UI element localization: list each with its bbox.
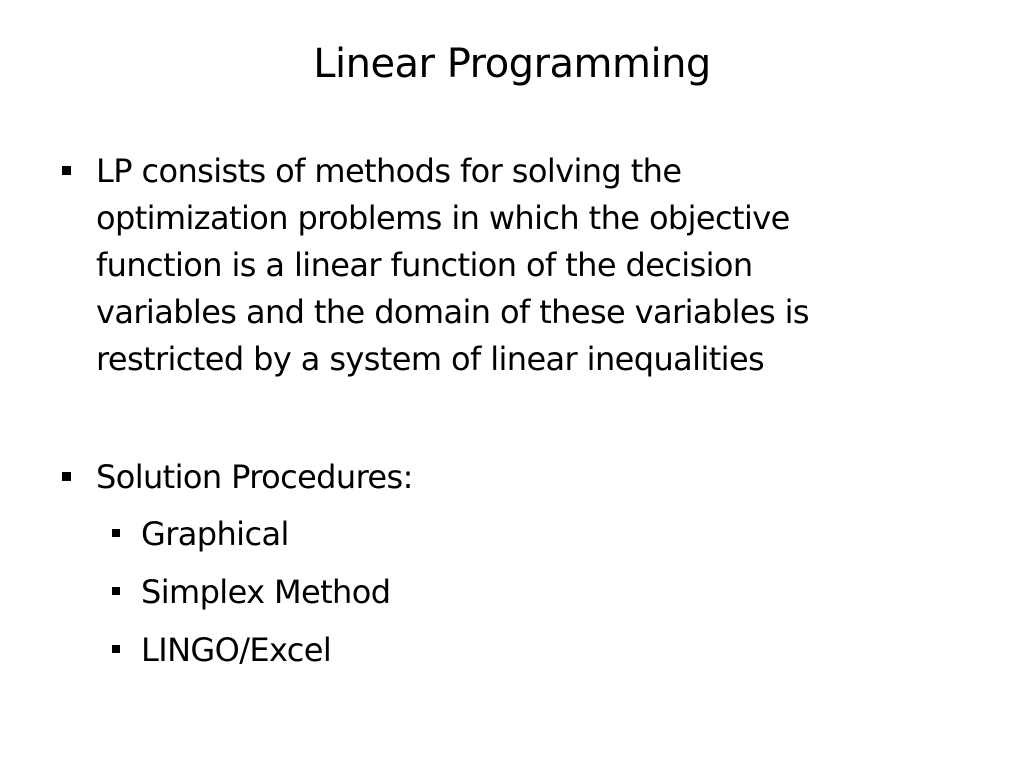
square-bullet-icon [112,645,120,653]
square-bullet-icon [112,587,120,595]
sub-bullet-text-simplex-method: Simplex Method [141,573,391,611]
sub-bullet-text-lingo-excel: LINGO/Excel [141,631,332,669]
bullet-text-solution-procedures: Solution Procedures: [96,458,413,496]
bullet-line: LP consists of methods for solving the [96,152,682,190]
square-bullet-icon [112,529,120,537]
bullet-text-lp-definition [96,148,809,383]
bullet-line: function is a linear function of the decision [96,246,753,284]
square-bullet-icon [62,472,71,481]
square-bullet-icon [62,166,71,175]
sub-bullet-text-graphical: Graphical [141,515,289,553]
bullet-line: variables and the domain of these variables is [96,293,809,331]
bullet-line: optimization problems in which the objective [96,199,790,237]
slide-title: Linear Programming [313,41,711,87]
bullet-line: restricted by a system of linear inequalities [96,340,765,378]
